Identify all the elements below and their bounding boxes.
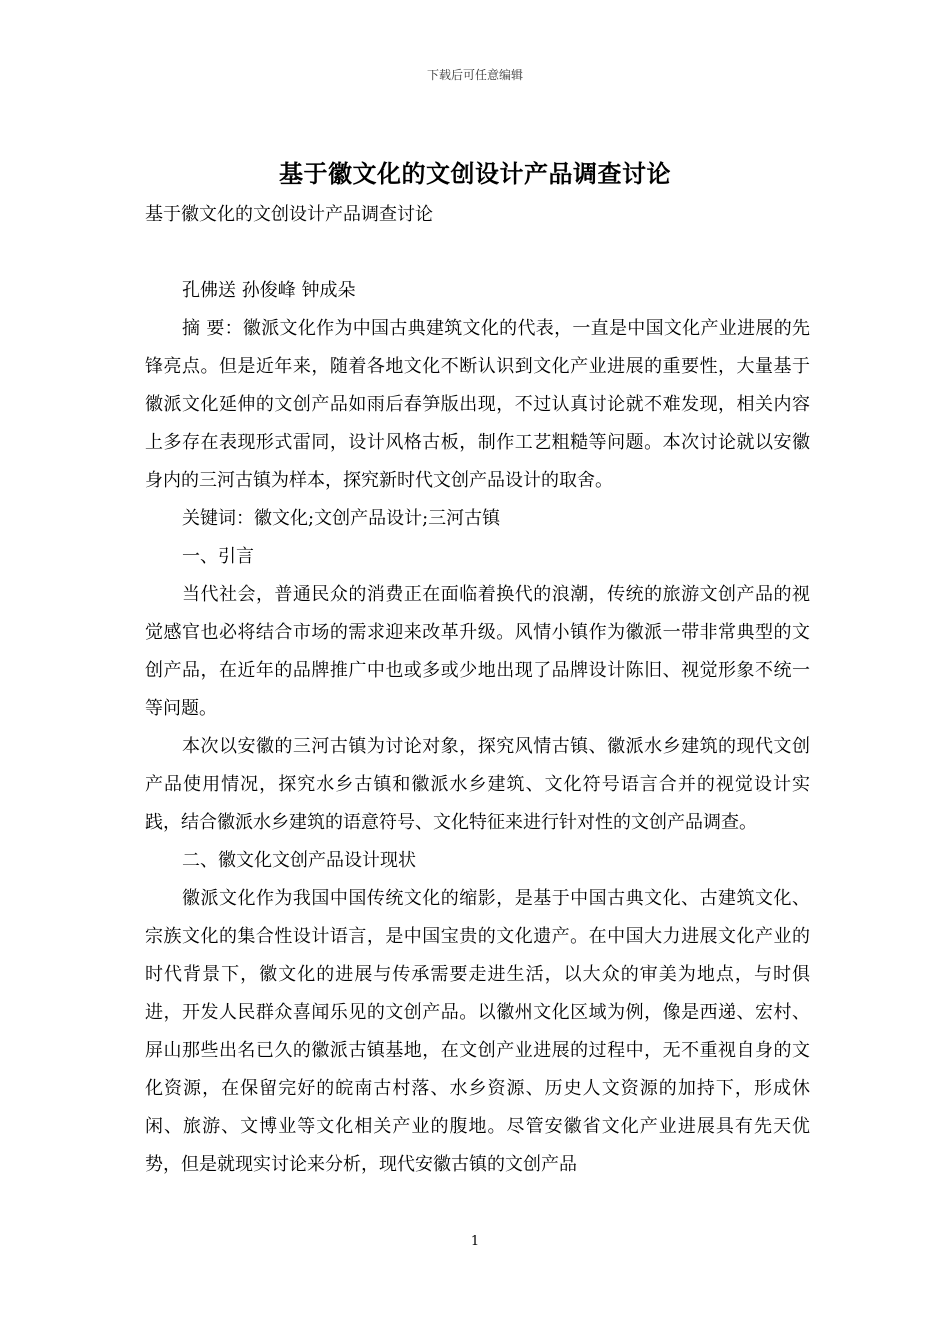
paragraph: 徽派文化作为我国中国传统文化的缩影，是基于中国古典文化、古建筑文化、宗族文化的集合性设计语言，是中国宝贵的文化遗产。在中国大力进展文化产业的时代背景下，徽文化的进展与传承需要走进生活，以大众的审美为地点，与时俱进，开发人民群众喜闻乐见的文创产品。以徽州文化区域为例，像是西递、宏村、屏山那些出名已久的徽派古镇基地，在文创产业进展的过程中，无不重视自身的文化资源，在保留完好的皖南古村落、水乡资源、历史人文资源的加持下，形成休闲、旅游、文博业等文化相关产业的腹地。尽管安徽省文化产业进展具有先天优势，但是就现实讨论来分析，现代安徽古镇的文创产品 bbox=[145, 888, 810, 1175]
paragraph: 当代社会，普通民众的消费正在面临着换代的浪潮，传统的旅游文创产品的视觉感官也必将结合市场的需求迎来改革升级。风情小镇作为徽派一带非常典型的文创产品，在近年的品牌推广中也或多或少地出现了品牌设计陈旧、视觉形象不统一等问题。 bbox=[145, 584, 810, 719]
keywords-line: 关键词：徽文化;文创产品设计;三河古镇 bbox=[182, 508, 501, 529]
paragraph: 本次以安徽的三河古镇为讨论对象，探究风情古镇、徽派水乡建筑的现代文创产品使用情况，探究水乡古镇和徽派水乡建筑、文化符号语言合并的视觉设计实践，结合徽派水乡建筑的语意符号、文化特征来进行针对性的文创产品调查。 bbox=[145, 736, 810, 833]
document-title: 基于徽文化的文创设计产品调查讨论 bbox=[279, 159, 671, 188]
document-subtitle: 基于徽文化的文创设计产品调查讨论 bbox=[145, 204, 433, 225]
section-heading-current-status: 二、徽文化文创产品设计现状 bbox=[182, 850, 416, 871]
abstract-paragraph: 摘 要：徽派文化作为中国古典建筑文化的代表，一直是中国文化产业进展的先锋亮点。但是近年来，随着各地文化不断认识到文化产业进展的重要性，大量基于徽派文化延伸的文创产品如雨后春笋版出现，不过认真讨论就不难发现，相关内容上多存在表现形式雷同，设计风格古板，制作工艺粗糙等问题。本次讨论就以安徽身内的三河古镇为样本，探究新时代文创产品设计的取舍。 bbox=[145, 318, 810, 491]
section-heading-introduction: 一、引言 bbox=[182, 546, 254, 567]
page-header-note: 下载后可任意编辑 bbox=[426, 68, 523, 82]
document-body bbox=[145, 272, 810, 1184]
authors-line: 孔佛送 孙俊峰 钟成朵 bbox=[182, 280, 356, 301]
page-number: 1 bbox=[470, 1234, 480, 1249]
